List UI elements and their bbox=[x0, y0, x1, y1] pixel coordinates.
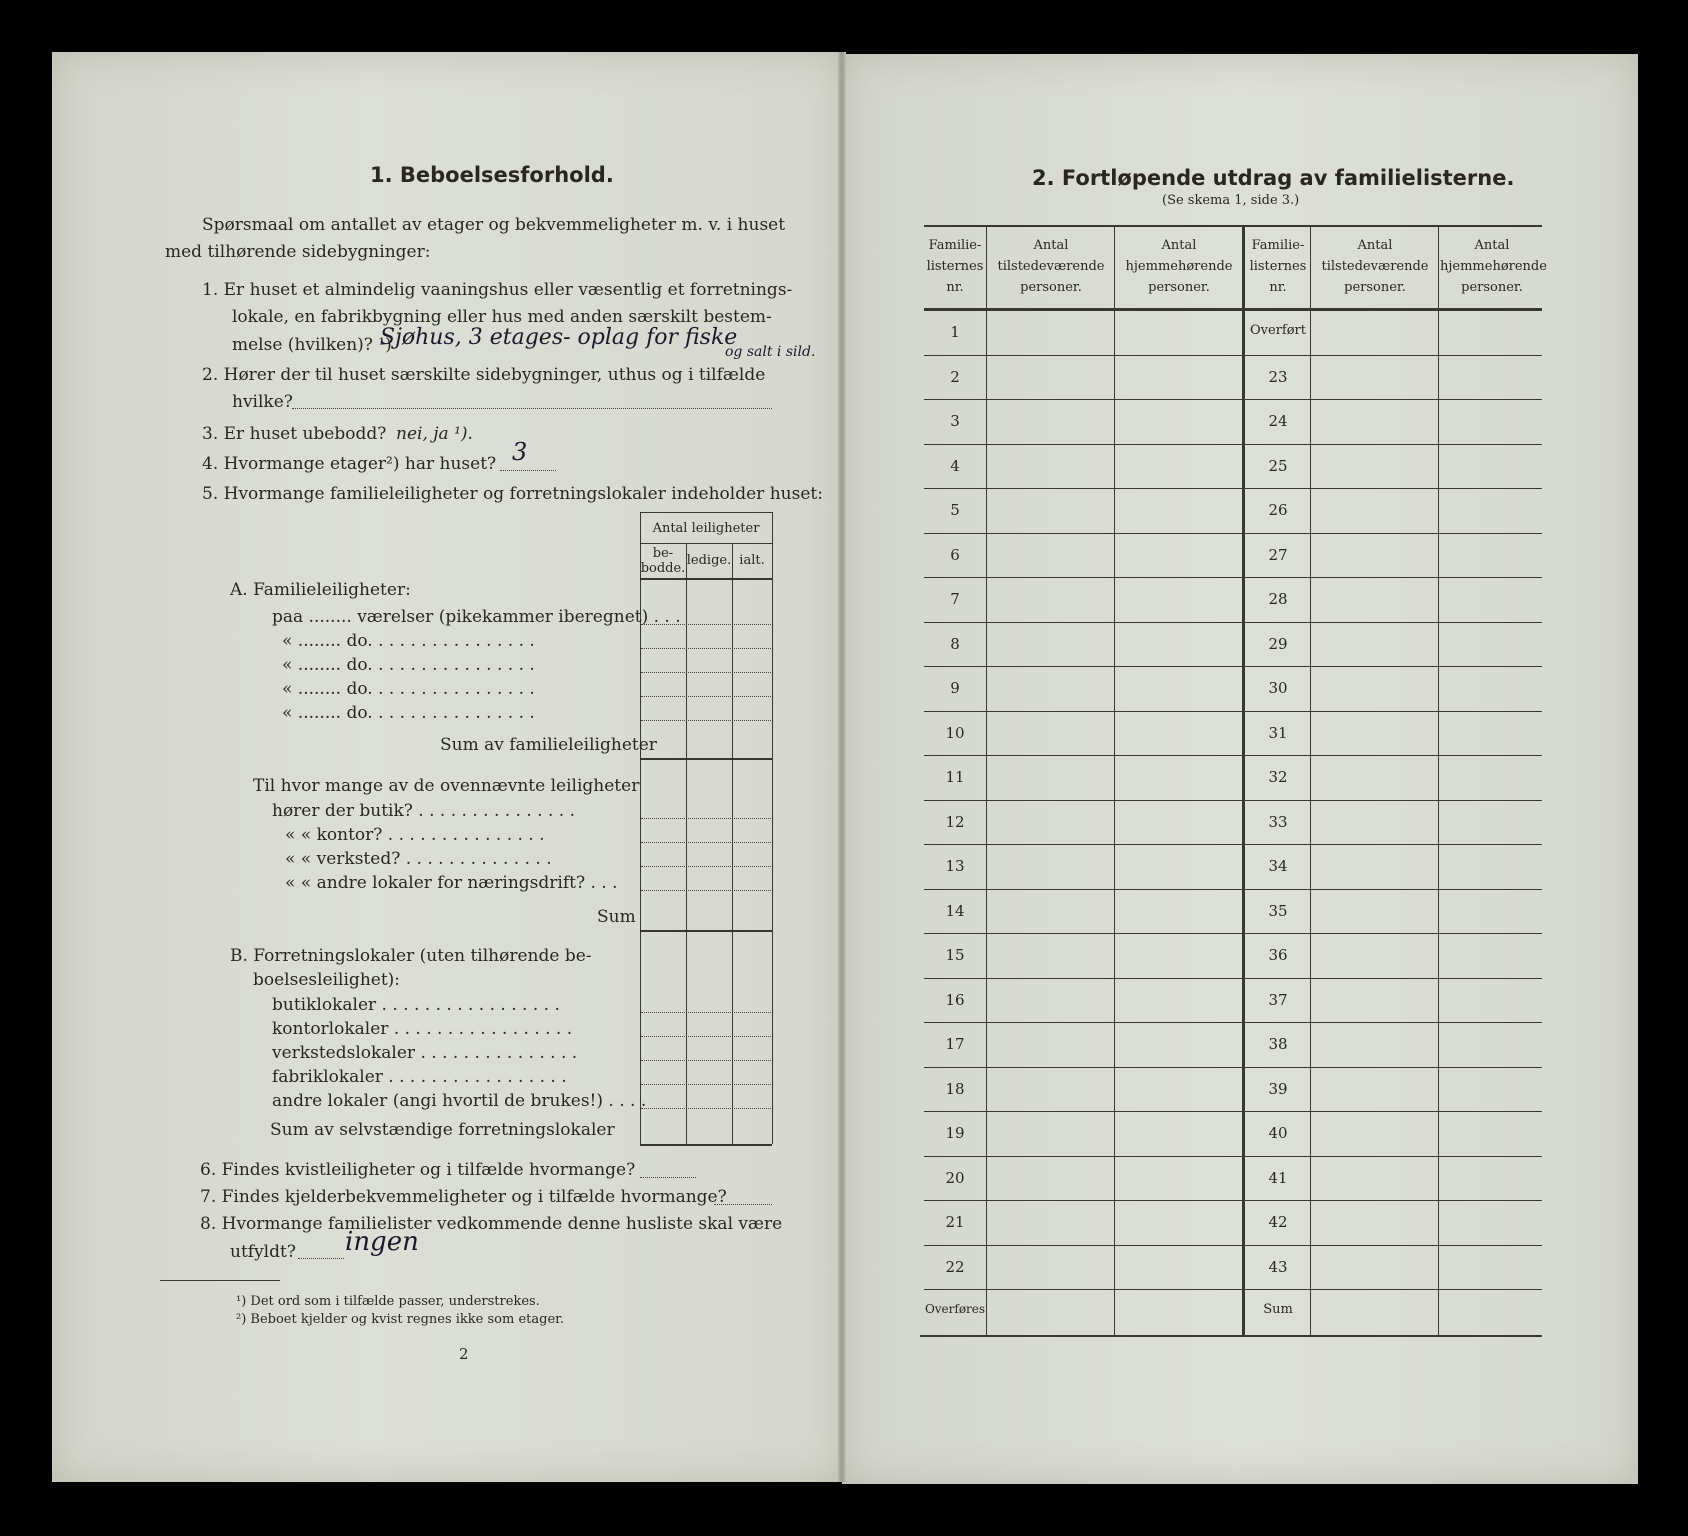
sum-butik: Sum bbox=[597, 907, 636, 927]
row-nr-right: 23 bbox=[1268, 367, 1288, 386]
a-row-5: « ........ do. . . . . . . . . . . . . . . . bbox=[282, 703, 535, 723]
q1-line-3: melse (hvilken)? ¹) bbox=[232, 335, 392, 355]
q3-options: nei, ja ¹). bbox=[396, 424, 473, 444]
row-nr-left: 15 bbox=[945, 946, 965, 964]
row-nr-right: 32 bbox=[1268, 768, 1288, 786]
row-nr-right: 29 bbox=[1268, 634, 1288, 653]
q5-question: 5. Hvormange familieleiligheter og forretningslokaler indeholder huset: bbox=[202, 484, 823, 504]
q1-line-2: lokale, en fabrikbygning eller hus med anden særskilt bestem- bbox=[232, 307, 772, 327]
tbl-vline-3 bbox=[732, 543, 733, 1144]
row-nr-right: 25 bbox=[1268, 456, 1288, 475]
head-tilst-2: Antal tilstedeværende personer. bbox=[1321, 238, 1429, 295]
col-ledige: ledige. bbox=[686, 553, 732, 568]
row-rule bbox=[924, 1156, 1542, 1157]
tbl-vline-2 bbox=[686, 543, 687, 1144]
sum-fam-rule bbox=[640, 758, 772, 760]
row-nr-left: 18 bbox=[945, 1079, 965, 1098]
row-nr-right: Overført bbox=[1250, 323, 1306, 338]
row-nr-right: 24 bbox=[1268, 412, 1288, 430]
b-row-3: verkstedslokaler . . . . . . . . . . . . . . . bbox=[272, 1043, 578, 1063]
butik-row-4: « « andre lokaler for næringsdrift? . . . bbox=[285, 873, 618, 893]
row-nr-right: 41 bbox=[1268, 1168, 1288, 1187]
tbl-top-rule bbox=[640, 512, 772, 513]
ftable-vline-5 bbox=[1438, 225, 1439, 1337]
row-nr-right: 43 bbox=[1268, 1257, 1288, 1276]
row-nr-left: 8 bbox=[950, 634, 960, 653]
butik-dots-3 bbox=[641, 866, 771, 867]
row-nr-left: 14 bbox=[945, 901, 965, 920]
head-hjem-1: Antal hjemmehørende personer. bbox=[1125, 238, 1233, 295]
row-nr-left: 21 bbox=[945, 1213, 965, 1231]
col-ialt: ialt. bbox=[739, 553, 765, 568]
q1-handwritten-answer: Sjøhus, 3 etages- oplag for fiske bbox=[380, 325, 738, 350]
row-nr-left: 16 bbox=[945, 990, 965, 1009]
q3-question: 3. Er huset ubebodd? bbox=[202, 424, 387, 444]
row-rule bbox=[924, 355, 1542, 356]
row-nr-right: 42 bbox=[1268, 1213, 1288, 1231]
q2-answer-line bbox=[292, 408, 772, 409]
left-page bbox=[52, 52, 842, 1482]
sum-b-rule bbox=[640, 1144, 772, 1146]
footnote-1: ¹) Det ord som i tilfælde passer, understrekes. bbox=[236, 1294, 540, 1309]
q8-line-1: 8. Hvormange familielister vedkommende denne husliste skal være bbox=[200, 1214, 783, 1234]
head-hjem-2: Antal hjemmehørende personer. bbox=[1440, 238, 1547, 295]
b-row-2: kontorlokaler . . . . . . . . . . . . . . . . . bbox=[272, 1019, 573, 1039]
a-row-4: « ........ do. . . . . . . . . . . . . . . . bbox=[282, 679, 535, 699]
tbl-col-head-rule bbox=[640, 578, 772, 580]
b-dots-2 bbox=[641, 1036, 771, 1037]
q7-answer-line bbox=[714, 1204, 772, 1205]
a-dots-2 bbox=[641, 648, 771, 649]
tbl-vline-4 bbox=[772, 512, 773, 1144]
intro-line-1: Spørsmaal om antallet av etager og bekvemmeligheter m. v. i huset bbox=[202, 215, 786, 235]
section-title-beboelse: 1. Beboelsesforhold. bbox=[370, 163, 614, 187]
q4-answer-line bbox=[500, 470, 556, 471]
butik-row-1: hører der butik? . . . . . . . . . . . . . . . bbox=[272, 801, 576, 821]
row-nr-right: 37 bbox=[1268, 990, 1288, 1009]
footnote-rule bbox=[160, 1280, 280, 1281]
ftable-vline-2 bbox=[1114, 225, 1115, 1337]
a-dots-1 bbox=[641, 624, 771, 625]
row-nr-left: 1 bbox=[950, 323, 960, 341]
q1-handwritten-answer-2: og salt i sild. bbox=[725, 344, 816, 360]
row-nr-left: 5 bbox=[950, 501, 960, 519]
row-rule bbox=[924, 1067, 1542, 1068]
b-dots-1 bbox=[641, 1012, 771, 1013]
row-nr-left: 6 bbox=[950, 545, 960, 564]
row-nr-right: 28 bbox=[1268, 590, 1288, 608]
row-nr-right: 39 bbox=[1268, 1079, 1288, 1098]
row-nr-left: 2 bbox=[950, 367, 960, 386]
a-dots-4 bbox=[641, 696, 771, 697]
row-nr-left: 11 bbox=[945, 768, 965, 786]
section-title-fortlopende: 2. Fortløpende utdrag av familielisterne. bbox=[1032, 166, 1515, 190]
row-nr-left: Overføres bbox=[924, 1302, 986, 1316]
row-rule bbox=[924, 1022, 1542, 1023]
tbl-head-antal: Antal leiligheter bbox=[652, 521, 760, 536]
sum-forretningslokaler: Sum av selvstændige forretningslokaler bbox=[270, 1120, 615, 1140]
row-nr-right: 30 bbox=[1268, 679, 1288, 697]
b-row-5: andre lokaler (angi hvortil de brukes!) . . . . bbox=[272, 1091, 647, 1111]
row-rule bbox=[924, 533, 1542, 534]
row-nr-left: 7 bbox=[950, 590, 960, 608]
row-nr-right: 33 bbox=[1268, 812, 1288, 831]
head-nr-2: Familie- listernes nr. bbox=[1249, 238, 1307, 295]
sum-butik-rule bbox=[640, 930, 772, 932]
row-rule bbox=[924, 622, 1542, 623]
row-nr-left: 13 bbox=[945, 857, 965, 875]
b-dots-3 bbox=[641, 1060, 771, 1061]
section-A-label: A. Familieleiligheter: bbox=[230, 580, 411, 600]
row-nr-left: 20 bbox=[945, 1168, 965, 1187]
butik-row-2: « « kontor? . . . . . . . . . . . . . . . bbox=[285, 825, 545, 845]
q4-question: 4. Hvormange etager²) har huset? bbox=[202, 454, 497, 474]
ftable-vline-1 bbox=[986, 225, 987, 1337]
row-rule bbox=[924, 755, 1542, 756]
a-row-2: « ........ do. . . . . . . . . . . . . . . . bbox=[282, 631, 535, 651]
butik-row-3: « « verksted? . . . . . . . . . . . . . . bbox=[285, 849, 552, 869]
head-nr-1: Familie- listernes nr. bbox=[926, 238, 984, 295]
row-rule bbox=[924, 1245, 1542, 1246]
ftable-vline-3 bbox=[1242, 225, 1245, 1337]
q4-handwritten-answer: 3 bbox=[512, 438, 528, 466]
row-rule bbox=[924, 399, 1542, 400]
row-rule bbox=[924, 1200, 1542, 1201]
q6-answer-line bbox=[640, 1177, 696, 1178]
section-B-line-1: B. Forretningslokaler (uten tilhørende be- bbox=[230, 946, 592, 966]
row-rule bbox=[924, 933, 1542, 934]
row-rule bbox=[924, 711, 1542, 712]
row-rule bbox=[924, 1111, 1542, 1112]
sum-familieleiligheter: Sum av familieleiligheter bbox=[440, 735, 657, 755]
q6-question: 6. Findes kvistleiligheter og i tilfælde hvormange? bbox=[200, 1160, 636, 1180]
q2-line-1: 2. Hører der til huset særskilte sidebygninger, uthus og i tilfælde bbox=[202, 365, 766, 385]
ftable-vline-4 bbox=[1310, 225, 1311, 1337]
row-rule bbox=[924, 978, 1542, 979]
row-nr-left: 19 bbox=[945, 1124, 965, 1142]
head-tilst-1: Antal tilstedeværende personer. bbox=[997, 238, 1105, 295]
row-nr-left: 3 bbox=[950, 412, 960, 430]
q7-question: 7. Findes kjelderbekvemmeligheter og i tilfælde hvormange? bbox=[200, 1187, 727, 1207]
row-rule bbox=[924, 844, 1542, 845]
section-B-line-2: boelsesleilighet): bbox=[253, 970, 401, 990]
footnote-2: ²) Beboet kjelder og kvist regnes ikke som etager. bbox=[236, 1312, 565, 1327]
a-dots-3 bbox=[641, 672, 771, 673]
row-nr-right: 38 bbox=[1268, 1035, 1288, 1053]
row-rule bbox=[924, 889, 1542, 890]
b-dots-4 bbox=[641, 1084, 771, 1085]
row-rule bbox=[924, 444, 1542, 445]
row-nr-right: 27 bbox=[1268, 545, 1288, 564]
row-nr-right: 34 bbox=[1268, 857, 1288, 875]
row-rule bbox=[924, 1289, 1542, 1290]
a-row-1: paa ........ værelser (pikekammer iberegnet) . . . bbox=[272, 607, 681, 627]
row-nr-right: 36 bbox=[1268, 946, 1288, 964]
row-rule bbox=[924, 800, 1542, 801]
row-nr-right: 31 bbox=[1268, 723, 1288, 742]
q2-line-2: hvilke? bbox=[232, 392, 293, 412]
q8-line-2: utfyldt? bbox=[230, 1242, 296, 1262]
page-fold bbox=[838, 52, 846, 1482]
row-rule bbox=[924, 666, 1542, 667]
row-nr-left: 4 bbox=[950, 456, 960, 475]
butik-dots-4 bbox=[641, 890, 771, 891]
q8-answer-line bbox=[298, 1258, 344, 1259]
row-nr-left: 22 bbox=[945, 1257, 965, 1276]
q1-line-1: 1. Er huset et almindelig vaaningshus eller væsentlig et forretnings- bbox=[202, 280, 793, 300]
row-nr-right: 35 bbox=[1268, 901, 1288, 920]
butik-intro: Til hvor mange av de ovennævnte leiligheter bbox=[253, 776, 640, 796]
row-nr-right: Sum bbox=[1263, 1302, 1293, 1317]
b-row-1: butiklokaler . . . . . . . . . . . . . . . . . bbox=[272, 995, 560, 1015]
butik-dots-2 bbox=[641, 842, 771, 843]
ftable-head-rule bbox=[924, 308, 1542, 311]
row-nr-right: 26 bbox=[1268, 501, 1288, 519]
intro-line-2: med tilhørende sidebygninger: bbox=[165, 242, 431, 262]
tbl-head-rule bbox=[640, 543, 772, 544]
col-bebodde: be- bodde. bbox=[640, 546, 686, 576]
row-nr-left: 17 bbox=[945, 1035, 965, 1053]
a-dots-5 bbox=[641, 720, 771, 721]
row-rule bbox=[924, 488, 1542, 489]
page-number: 2 bbox=[459, 1345, 469, 1363]
b-dots-5 bbox=[641, 1108, 771, 1109]
row-nr-left: 10 bbox=[945, 723, 965, 742]
section-subtitle: (Se skema 1, side 3.) bbox=[1162, 193, 1300, 208]
row-nr-left: 9 bbox=[950, 679, 960, 697]
ftable-bottom-rule bbox=[920, 1335, 1542, 1337]
b-row-4: fabriklokaler . . . . . . . . . . . . . . . . . bbox=[272, 1067, 567, 1087]
ftable-top-rule bbox=[924, 225, 1542, 227]
row-nr-right: 40 bbox=[1268, 1124, 1288, 1142]
butik-dots-1 bbox=[641, 818, 771, 819]
a-row-3: « ........ do. . . . . . . . . . . . . . . . bbox=[282, 655, 535, 675]
row-rule bbox=[924, 577, 1542, 578]
row-nr-left: 12 bbox=[945, 812, 965, 831]
q8-handwritten-answer: ingen bbox=[345, 1227, 419, 1257]
